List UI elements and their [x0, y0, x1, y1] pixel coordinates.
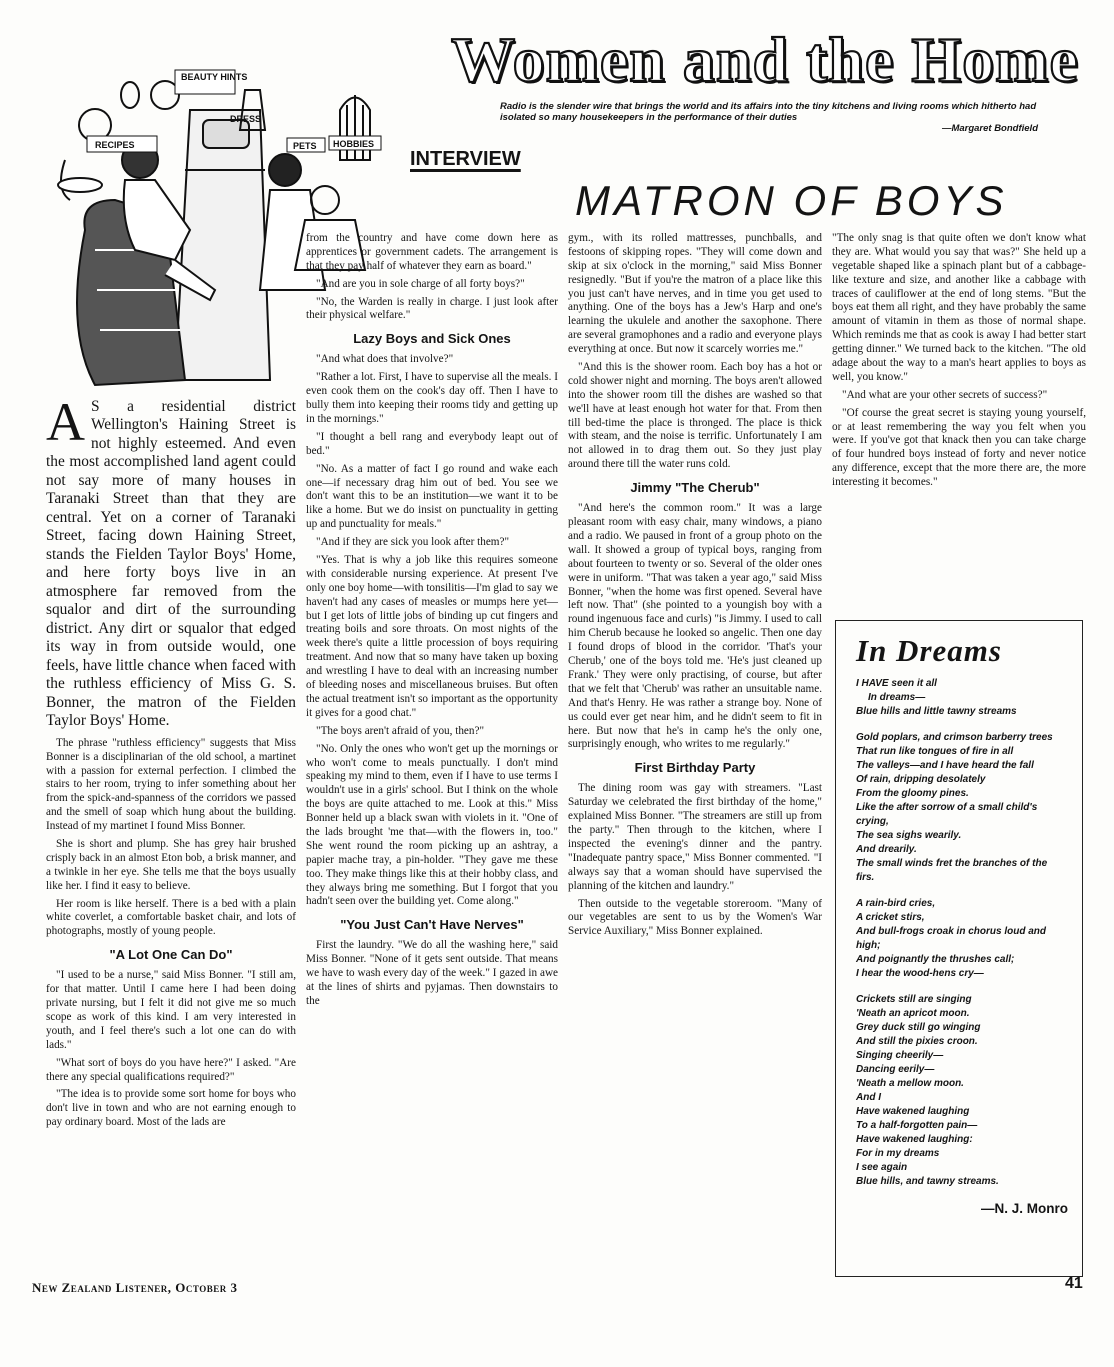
poem-line: That run like tongues of fire in all	[856, 746, 1014, 757]
poem-stanza	[856, 993, 1068, 1189]
poem-author: —N. J. Monro	[981, 1201, 1068, 1216]
subhead: "A Lot One Can Do"	[109, 947, 233, 963]
lead-paragraph: A S a residential district Wellington's Haining Street is not highly esteemed. And even the most accomplished land agent could not say more of many houses in Taranaki Street than that they are central. Yet on a corner of Taranaki Street, facing down Haining Street, stands the Fielden Taylor Boys' Home, and here forty boys live in an atmosphere far removed from the squalor and dirt of the surrounding district. Any dirt or squalor that edged its way in from outside would, one feels, have little chance when faced with the ruthless efficiency of Miss G. S. Bonner, the matron of the Fielden Taylor Boys' Home.	[46, 392, 296, 730]
poem-line: Blue hills, and tawny streams.	[856, 1176, 999, 1187]
paragraph: "The only snag is that quite often we don't know what they are. What would you say that was?" She held up a vegetable shaped like a spinach plant but of a cabbage-like texture and size, and another like a cabbage with traces of cauliflower at the end of long stems. "But the boys eat them all right, and they have probably the same amount of vitamin in them as those of normal shape. Which reminds me that as cook is away I had better start getting dinner." We turned back to the kitchen. "The old adage about the way to a man's heart applies to boys as well, you know."	[832, 232, 1086, 383]
paragraph: Then outside to the vegetable storeroom. "Many of our vegetables are sent to us by the Women's War Service Auxiliary," Miss Bonner explained.	[568, 897, 822, 938]
poem-line: Like the after sorrow of a small child's crying,	[856, 802, 1038, 827]
footer-publication: New Zealand Listener, October 3	[32, 1280, 238, 1295]
poem-stanza	[856, 731, 1068, 885]
poem-stanza	[856, 677, 1068, 719]
label-pets: PETS	[293, 141, 317, 151]
poem-line: The valleys—and I have heard the fall	[856, 760, 1034, 771]
poem-line: I hear the wood-hens cry—	[856, 968, 984, 979]
article-kicker: INTERVIEW	[410, 148, 521, 170]
poem-line: Dancing eerily—	[856, 1064, 935, 1075]
poem-line: The sea sighs wearily.	[856, 830, 962, 841]
poem-line: Blue hills and little tawny streams	[856, 706, 1017, 717]
paragraph: "And what does that involve?"	[316, 353, 454, 366]
paragraph: "And this is the shower room. Each boy has a hot or cold shower night and morning. The boys aren't allowed into the shower room till the dishes are washed so that we'll have at least enough hot water for that. From then till bed-time the place is thronged. The place is thick with steam, and the noise is terrific. Unfortunately I am not allowed in to drag them out. So they just play around there till the water runs cold.	[568, 361, 822, 471]
article-headline: MATRON OF BOYS	[575, 177, 1008, 224]
paragraph: "No, the Warden is really in charge. I just look after their physical welfare."	[306, 295, 558, 322]
poem-line: 'Neath a mellow moon.	[856, 1078, 964, 1089]
epigraph-text: Radio is the slender wire that brings the world and its affairs into the tiny kitchens and living rooms which hitherto had isolated so many housekeepers in the performance of their duties	[500, 101, 1037, 123]
poem-line: Grey duck still go winging	[856, 1022, 981, 1033]
paragraph: "And what are your other secrets of success?"	[842, 388, 1048, 401]
column-1	[46, 392, 296, 1134]
paragraph: The dining room was gay with streamers. "Last Saturday we celebrated the first birthday of the home," explained Miss Bonner. "The streamers are still up from the party." Then through to the kitchen, where I inspected the evening's dinner and the pantry. "Inadequate pantry space," Miss Bonner commented. "I always say that a woman should have supervised the planning of the kitchen and laundry."	[568, 782, 822, 892]
poem-line: For in my dreams	[856, 1148, 940, 1159]
column-2	[306, 232, 558, 1013]
subhead: "You Just Can't Have Nerves"	[340, 917, 524, 933]
paragraph: "And are you in sole charge of all forty boys?"	[316, 277, 525, 290]
paragraph: gym., with its rolled mattresses, punchballs, and festoons of skipping ropes. "They will come down and skip at six o'clock in the morning," said Miss Bonner resignedly. "But if you're the matron of a place like this you just can't have nerves, and in time you get used to anything. One of the boys has a Jew's Harp and one's learning the ukulele and another the saxophone. There are several gramophones and a radio and everyone plays everything at once. But now it scarcely worries me."	[568, 232, 822, 356]
paragraph: "Of course the great secret is staying young yourself, or at least remembering the way you felt when you were. If you've got that knack then you can take charge of four hundred boys instead of forty and never notice any difference, except that the more there are, the more interesting it becomes."	[832, 406, 1086, 489]
paragraph: "I used to be a nurse," said Miss Bonner. "I still am, for that matter. Until I came here I had been doing private nursing, but I felt it did not give me so much scope as work of this kind. I am very interested in youth, and I feel there's such a lot one can do with lads."	[46, 969, 296, 1051]
column-4	[832, 232, 1086, 494]
paragraph: The phrase "ruthless efficiency" suggests that Miss Bonner is a disciplinarian of the old school, a martinet with a passion for external perfection. I climbed the stairs to her room, trying to infer something about her from the spick-and-spanness of the corridors we passed and the smell of soap which hung about the building. Instead of my martinet I found Miss Bonner.	[46, 736, 296, 833]
poem-line: I HAVE seen it all	[856, 678, 937, 689]
poem-line: And bull-frogs croak in chorus loud and high;	[856, 926, 1047, 951]
paragraph: "And if they are sick you look after them?"	[316, 536, 510, 549]
page-number: 41	[1065, 1275, 1083, 1292]
poem-line: And still the pixies croon.	[856, 1036, 978, 1047]
paragraph: "And here's the common room." It was a large pleasant room with easy chair, many windows, a piano and a radio. We paused in front of a group photo on the wall. It showed a group of typical boys, ranging from about fourteen to twenty or so. Several of the older ones were in uniform. "That was taken a year ago," said Miss Bonner, "when the home was first opened. Several have left now. That" (she pointed to a youngish boy with a round ingenuous face and curls) "is Jimmy. I used to call him Cherub because he looked so angelic. Then one day I found drops of blood in the corridor. 'That's your Cherub,' one of the boys told me. 'He's just cleaned up Frank.' They were only practising, of course, but after that we felt that 'Cherub' was rather an unsuitable name. And that's Henry. He was rather a strange boy. None of us could ever get near him, and he didn't seem to fit in here. But now that he's in camp he's the only one, surprisingly enough, who writes to me regularly."	[568, 502, 822, 751]
poem-line: Singing cheerily—	[856, 1050, 944, 1061]
poem-line: A cricket stirs,	[856, 912, 925, 923]
paragraph: "No. Only the ones who won't get up the mornings or who won't come to meals punctually. I don't mind speaking my mind to them, even if I have to use terms I wouldn't use in a girls' school. But I think on the whole the boys are quite attached to me. Look at this." Miss Bonner held up a black swan with violets in it. "One of the lads brought 'me that—with the flowers in, too." She went round the room picking up an ashtray, a papier mache tray, a pin-holder. "They gave me these too. They make things like this at their hobby class, and they always bring me something. But I forgot that you hadn't seen over the building yet. Come along."	[306, 742, 558, 908]
paragraph: "Yes. That is why a job like this requires someone with considerable nursing experience. At present I've only one boy home—with tonsilitis—I'm glad to say we haven't had any cases of measles or mumps here yet—but I get lots of little jobs of binding up cut fingers and treating boils and sore throats. On most nights of the week there's quite a little procession of boys requiring treatment. And now that so many have taken up boxing and wrestling I have to deal with an increasing number of bleeding noses and miscellaneous bruises. But often the actual treatment isn't so important as the opportunity it gives for a good chat."	[306, 554, 558, 719]
label-beauty-hints: BEAUTY HINTS	[181, 72, 248, 82]
paragraph: "I thought a bell rang and everybody leapt out of bed."	[306, 430, 558, 457]
label-hobbies: HOBBIES	[333, 139, 375, 149]
epigraph	[500, 102, 1040, 135]
poem-title: In Dreams	[856, 633, 1002, 668]
subhead: Lazy Boys and Sick Ones	[353, 331, 511, 347]
subhead: Jimmy "The Cherub"	[630, 480, 760, 496]
poem-line: Gold poplars, and crimson barberry trees	[856, 732, 1053, 743]
poem-line: From the gloomy pines.	[856, 788, 969, 799]
page-title: Women and the Home	[451, 24, 1079, 95]
poem-line: Of rain, dripping desolately	[856, 774, 986, 785]
paragraph: "The idea is to provide some sort home for boys who don't live in town and who are not earning enough to pay ordinary board. Most of the lads are	[46, 1088, 296, 1129]
label-dress: DRESS	[230, 114, 262, 124]
poem-stanza	[856, 897, 1068, 981]
poem-line: The small winds fret the branches of the firs.	[856, 858, 1048, 883]
paragraph: She is short and plump. She has grey hair brushed crisply back in an almost Eton bob, a brisk manner, and a twinkle in her eye. She tells me that the boys usually like her. I find it easy to believe.	[46, 837, 296, 892]
paragraph: First the laundry. "We do all the washing here," said Miss Bonner. "None of it gets sent outside. That means we have to wash every day of the week." I gazed in awe at the lines of shirts and pyjamas. Then downstairs to the	[306, 939, 558, 1007]
paragraph: from the country and have come down here as apprentices or government cadets. The arrangement is that they pay half of whatever they earn as board."	[306, 232, 558, 272]
poem-line: In dreams—	[868, 692, 926, 703]
poem-line: And drearily.	[856, 844, 917, 855]
poem-line: Crickets still are singing	[856, 994, 972, 1005]
dropcap: A	[46, 392, 85, 452]
poem-line: I see again	[856, 1162, 908, 1173]
poem-line: And poignantly the thrushes call;	[856, 954, 1015, 965]
paragraph: "Rather a lot. First, I have to supervise all the meals. I even cook them on the cook's day off. Then I have to bully them into keeping their rooms tidy and getting up in the mornings."	[306, 371, 558, 426]
poem-line: And I	[856, 1092, 881, 1103]
subhead: First Birthday Party	[634, 760, 756, 776]
poem-line: Have wakened laughing	[856, 1106, 970, 1117]
poem-line: 'Neath an apricot moon.	[856, 1008, 970, 1019]
paragraph: "What sort of boys do you have here?" I asked. "Are there any special qualifications required?"	[46, 1056, 296, 1083]
paragraph: "No. As a matter of fact I go round and wake each one—if necessary drag him out of bed. You see we don't want this to be an institution—we want it to be like a home. But we do insist on punctuality in getting up and punctuality for meals."	[306, 462, 558, 531]
poem-line: To a half-forgotten pain—	[856, 1120, 978, 1131]
poem-line: A rain-bird cries,	[856, 898, 936, 909]
paragraph: "The boys aren't afraid of you, then?"	[316, 724, 485, 737]
poem-box	[835, 620, 1083, 1277]
column-3	[568, 232, 822, 943]
paragraph: Her room is like herself. There is a bed with a plain white coverlet, a comfortable basket chair, and lots of photographs, mostly of young people.	[46, 897, 296, 938]
epigraph-attribution: —Margaret Bondfield	[941, 122, 1038, 134]
poem-line: Have wakened laughing:	[856, 1134, 973, 1145]
label-recipes: RECIPES	[95, 140, 135, 150]
